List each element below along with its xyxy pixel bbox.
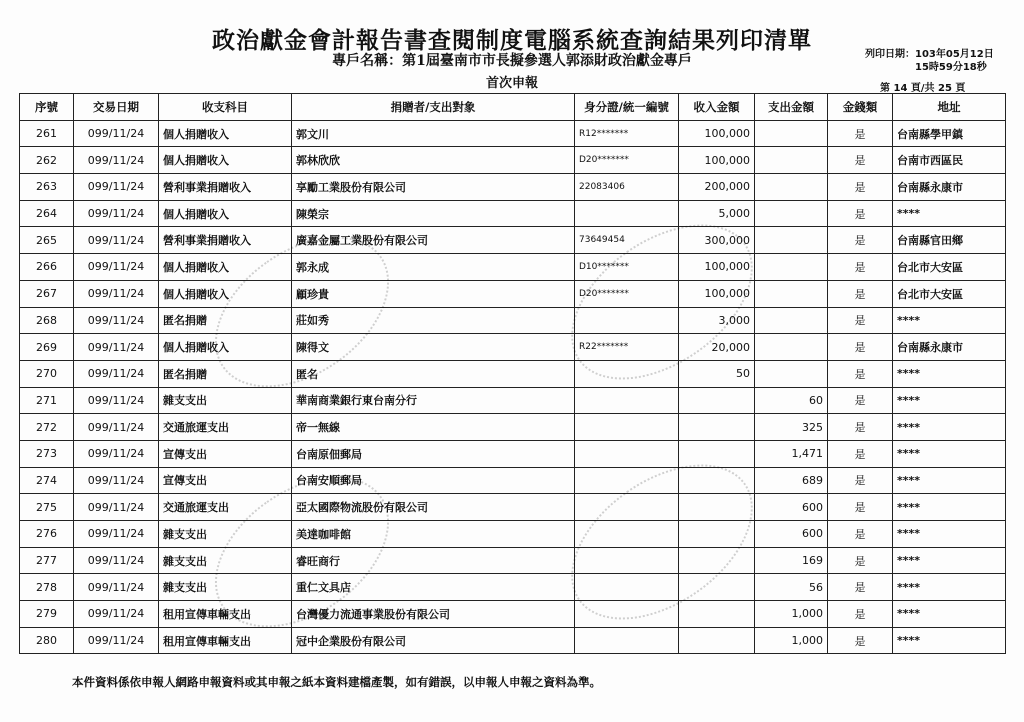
cell-seq: 267	[20, 280, 74, 307]
cell-seq: 265	[20, 227, 74, 254]
cell-id	[575, 440, 679, 467]
col-header-id: 身分證/統一編號	[575, 94, 679, 121]
cell-expense: 325	[755, 414, 828, 441]
cell-party: 莊如秀	[292, 307, 575, 334]
cell-date: 099/11/24	[74, 414, 159, 441]
cell-address: 台南縣學甲鎮	[893, 120, 1006, 147]
cell-category: 個人捐贈收入	[159, 254, 292, 281]
cell-date: 099/11/24	[74, 200, 159, 227]
cell-party: 郭永成	[292, 254, 575, 281]
cell-cash: 是	[828, 467, 893, 494]
cell-income: 100,000	[679, 120, 755, 147]
cell-seq: 272	[20, 414, 74, 441]
cell-date: 099/11/24	[74, 120, 159, 147]
cell-party: 帝一無線	[292, 414, 575, 441]
cell-seq: 276	[20, 521, 74, 548]
cell-date: 099/11/24	[74, 601, 159, 628]
col-header-party: 捐贈者/支出對象	[292, 94, 575, 121]
cell-address: ****	[893, 200, 1006, 227]
cell-category: 個人捐贈收入	[159, 120, 292, 147]
cell-id: R12*******	[575, 120, 679, 147]
cell-income	[679, 627, 755, 654]
cell-id: D20*******	[575, 280, 679, 307]
cell-date: 099/11/24	[74, 387, 159, 414]
cell-date: 099/11/24	[74, 334, 159, 361]
report-type: 首次申報	[485, 76, 538, 91]
cell-address: 台南市西區民	[893, 147, 1006, 174]
cell-party: 匿名	[292, 360, 575, 387]
cell-expense	[755, 280, 828, 307]
table-header-row	[20, 94, 1006, 121]
cell-income: 300,000	[679, 227, 755, 254]
cell-party: 顧珍貴	[292, 280, 575, 307]
cell-id	[575, 601, 679, 628]
cell-address: ****	[893, 574, 1006, 601]
table-row	[20, 147, 1006, 174]
table-row	[20, 280, 1006, 307]
cell-expense	[755, 334, 828, 361]
table-row	[20, 227, 1006, 254]
cell-id	[575, 200, 679, 227]
cell-party: 亞太國際物流股份有限公司	[292, 494, 575, 521]
cell-category: 個人捐贈收入	[159, 147, 292, 174]
cell-category: 個人捐贈收入	[159, 200, 292, 227]
table-row	[20, 440, 1006, 467]
cell-seq: 274	[20, 467, 74, 494]
cell-address: 台南縣官田鄉	[893, 227, 1006, 254]
table-row	[20, 174, 1006, 201]
cell-address: ****	[893, 601, 1006, 628]
table-row	[20, 414, 1006, 441]
cell-income	[679, 521, 755, 548]
cell-expense	[755, 147, 828, 174]
cell-income: 100,000	[679, 254, 755, 281]
cell-address: ****	[893, 547, 1006, 574]
cell-expense: 600	[755, 521, 828, 548]
cell-date: 099/11/24	[74, 174, 159, 201]
table-row	[20, 574, 1006, 601]
cell-address: 台南縣永康市	[893, 334, 1006, 361]
cell-address: 台北市大安區	[893, 280, 1006, 307]
table-row	[20, 601, 1006, 628]
cell-date: 099/11/24	[74, 547, 159, 574]
cell-income	[679, 601, 755, 628]
cell-party: 華南商業銀行東台南分行	[292, 387, 575, 414]
cell-seq: 264	[20, 200, 74, 227]
cell-party: 廣嘉金屬工業股份有限公司	[292, 227, 575, 254]
cell-address: ****	[893, 494, 1006, 521]
cell-expense	[755, 227, 828, 254]
col-header-category: 收支科目	[159, 94, 292, 121]
table-row	[20, 467, 1006, 494]
cell-cash: 是	[828, 147, 893, 174]
table-row	[20, 494, 1006, 521]
cell-expense: 60	[755, 387, 828, 414]
cell-income	[679, 547, 755, 574]
cell-id	[575, 467, 679, 494]
cell-address: ****	[893, 521, 1006, 548]
cell-date: 099/11/24	[74, 254, 159, 281]
cell-seq: 278	[20, 574, 74, 601]
cell-id: 22083406	[575, 174, 679, 201]
cell-income: 3,000	[679, 307, 755, 334]
cell-id: D10*******	[575, 254, 679, 281]
cell-expense	[755, 360, 828, 387]
cell-party: 陳得文	[292, 334, 575, 361]
cell-address: ****	[893, 414, 1006, 441]
cell-expense: 169	[755, 547, 828, 574]
cell-id: R22*******	[575, 334, 679, 361]
cell-id: D20*******	[575, 147, 679, 174]
table-row	[20, 387, 1006, 414]
cell-cash: 是	[828, 120, 893, 147]
cell-cash: 是	[828, 547, 893, 574]
cell-income	[679, 414, 755, 441]
cell-id	[575, 521, 679, 548]
col-header-cash: 金錢類	[828, 94, 893, 121]
cell-address: 台南縣永康市	[893, 174, 1006, 201]
cell-income	[679, 467, 755, 494]
cell-cash: 是	[828, 440, 893, 467]
cell-seq: 275	[20, 494, 74, 521]
cell-date: 099/11/24	[74, 440, 159, 467]
cell-address: ****	[893, 440, 1006, 467]
cell-income: 100,000	[679, 147, 755, 174]
cell-seq: 262	[20, 147, 74, 174]
cell-income: 20,000	[679, 334, 755, 361]
cell-cash: 是	[828, 521, 893, 548]
cell-seq: 280	[20, 627, 74, 654]
cell-cash: 是	[828, 414, 893, 441]
cell-seq: 268	[20, 307, 74, 334]
cell-category: 個人捐贈收入	[159, 280, 292, 307]
cell-date: 099/11/24	[74, 467, 159, 494]
col-header-expense: 支出金額	[755, 94, 828, 121]
cell-cash: 是	[828, 254, 893, 281]
cell-category: 宣傳支出	[159, 467, 292, 494]
table-row	[20, 334, 1006, 361]
cell-expense: 1,000	[755, 627, 828, 654]
col-header-income: 收入金額	[679, 94, 755, 121]
cell-income: 200,000	[679, 174, 755, 201]
cell-expense	[755, 200, 828, 227]
cell-seq: 266	[20, 254, 74, 281]
records-body	[20, 120, 1006, 654]
cell-seq: 271	[20, 387, 74, 414]
cell-party: 台南安順郵局	[292, 467, 575, 494]
cell-cash: 是	[828, 601, 893, 628]
cell-id	[575, 574, 679, 601]
cell-income	[679, 574, 755, 601]
cell-date: 099/11/24	[74, 307, 159, 334]
table-row	[20, 547, 1006, 574]
table-row	[20, 254, 1006, 281]
cell-date: 099/11/24	[74, 280, 159, 307]
cell-cash: 是	[828, 494, 893, 521]
cell-id	[575, 360, 679, 387]
cell-category: 租用宣傳車輛支出	[159, 601, 292, 628]
cell-category: 匿名捐贈	[159, 360, 292, 387]
print-time: 15時59分18秒	[915, 62, 987, 73]
account-name: 專戶名稱：第1屆臺南市市長擬參選人郭添財政治獻金專戶	[332, 53, 692, 69]
cell-expense: 689	[755, 467, 828, 494]
cell-address: 台北市大安區	[893, 254, 1006, 281]
table-row	[20, 200, 1006, 227]
cell-category: 交通旅運支出	[159, 494, 292, 521]
cell-id: 73649454	[575, 227, 679, 254]
cell-cash: 是	[828, 227, 893, 254]
cell-income: 100,000	[679, 280, 755, 307]
cell-category: 營利事業捐贈收入	[159, 174, 292, 201]
cell-income	[679, 440, 755, 467]
cell-id	[575, 387, 679, 414]
footer-note: 本件資料係依申報人網路申報資料或其申報之紙本資料建檔產製，如有錯誤，以申報人申報之資料為準。	[72, 675, 601, 689]
cell-party: 郭文川	[292, 120, 575, 147]
cell-category: 雜支支出	[159, 547, 292, 574]
table-row	[20, 521, 1006, 548]
cell-expense: 1,000	[755, 601, 828, 628]
cell-address: ****	[893, 467, 1006, 494]
cell-category: 個人捐贈收入	[159, 334, 292, 361]
cell-party: 美達咖啡館	[292, 521, 575, 548]
cell-category: 租用宣傳車輛支出	[159, 627, 292, 654]
print-date: 列印日期：103年05月12日	[865, 49, 994, 60]
cell-seq: 261	[20, 120, 74, 147]
cell-party: 冠中企業股份有限公司	[292, 627, 575, 654]
cell-expense: 56	[755, 574, 828, 601]
cell-address: ****	[893, 387, 1006, 414]
cell-date: 099/11/24	[74, 227, 159, 254]
report-title: 政治獻金會計報告書查閱制度電腦系統查詢結果列印清單	[212, 27, 812, 54]
cell-seq: 279	[20, 601, 74, 628]
page-info: 第 14 頁/共 25 頁	[880, 83, 966, 94]
cell-category: 宣傳支出	[159, 440, 292, 467]
cell-address: ****	[893, 307, 1006, 334]
cell-date: 099/11/24	[74, 574, 159, 601]
cell-seq: 273	[20, 440, 74, 467]
cell-category: 雜支支出	[159, 521, 292, 548]
col-header-seq: 序號	[20, 94, 74, 121]
cell-seq: 277	[20, 547, 74, 574]
cell-party: 台南原佃郵局	[292, 440, 575, 467]
cell-address: ****	[893, 360, 1006, 387]
table-row	[20, 307, 1006, 334]
table-row	[20, 627, 1006, 654]
table-row	[20, 120, 1006, 147]
cell-income	[679, 387, 755, 414]
cell-party: 睿旺商行	[292, 547, 575, 574]
cell-id	[575, 414, 679, 441]
cell-party: 重仁文具店	[292, 574, 575, 601]
cell-category: 匿名捐贈	[159, 307, 292, 334]
cell-date: 099/11/24	[74, 521, 159, 548]
cell-date: 099/11/24	[74, 627, 159, 654]
cell-id	[575, 494, 679, 521]
cell-cash: 是	[828, 387, 893, 414]
cell-seq: 269	[20, 334, 74, 361]
cell-expense: 1,471	[755, 440, 828, 467]
records-table	[19, 93, 1006, 654]
cell-income: 50	[679, 360, 755, 387]
cell-cash: 是	[828, 280, 893, 307]
cell-category: 交通旅運支出	[159, 414, 292, 441]
cell-category: 營利事業捐贈收入	[159, 227, 292, 254]
cell-cash: 是	[828, 307, 893, 334]
cell-party: 郭林欣欣	[292, 147, 575, 174]
cell-cash: 是	[828, 360, 893, 387]
cell-cash: 是	[828, 627, 893, 654]
cell-expense	[755, 174, 828, 201]
cell-seq: 263	[20, 174, 74, 201]
cell-category: 雜支支出	[159, 574, 292, 601]
cell-income	[679, 494, 755, 521]
cell-id	[575, 307, 679, 334]
cell-expense	[755, 120, 828, 147]
cell-cash: 是	[828, 174, 893, 201]
cell-date: 099/11/24	[74, 147, 159, 174]
cell-expense: 600	[755, 494, 828, 521]
cell-expense	[755, 254, 828, 281]
cell-date: 099/11/24	[74, 494, 159, 521]
table-row	[20, 360, 1006, 387]
cell-seq: 270	[20, 360, 74, 387]
col-header-address: 地址	[893, 94, 1006, 121]
cell-cash: 是	[828, 200, 893, 227]
cell-party: 享勵工業股份有限公司	[292, 174, 575, 201]
cell-date: 099/11/24	[74, 360, 159, 387]
cell-cash: 是	[828, 334, 893, 361]
cell-party: 陳榮宗	[292, 200, 575, 227]
cell-income: 5,000	[679, 200, 755, 227]
cell-party: 台灣優力流通事業股份有限公司	[292, 601, 575, 628]
cell-id	[575, 547, 679, 574]
cell-id	[575, 627, 679, 654]
col-header-date: 交易日期	[74, 94, 159, 121]
cell-expense	[755, 307, 828, 334]
cell-category: 雜支支出	[159, 387, 292, 414]
cell-address: ****	[893, 627, 1006, 654]
cell-cash: 是	[828, 574, 893, 601]
